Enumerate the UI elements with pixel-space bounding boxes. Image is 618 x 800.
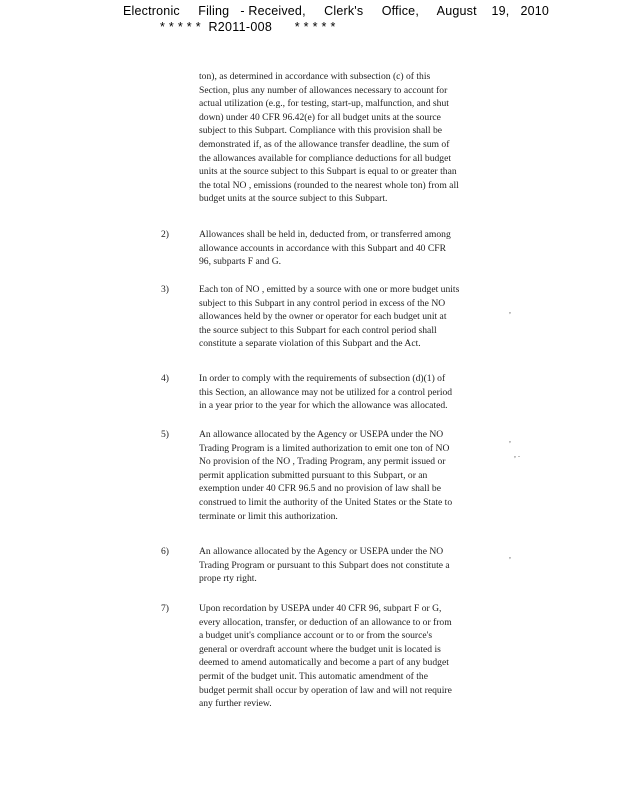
text-line: the total NO , emissions (rounded to the nearest whole ton) from all — [199, 179, 459, 191]
text-line: No provision of the NO , Trading Program, any permit issued or — [199, 456, 446, 468]
text-line: down) under 40 CFR 96.42(e) for all budget units at the source — [199, 111, 441, 123]
text-line: actual utilization (e.g., for testing, start-up, malfunction, and shut — [199, 98, 449, 110]
text-line: An allowance allocated by the Agency or USEPA under the NO — [199, 546, 444, 557]
text-line: Trading Program or pursuant to this Subpart does not constitute a — [199, 559, 450, 571]
text-line: construed to limit the authority of the United States or the State to — [199, 496, 453, 508]
text-line: terminate or limit this authorization. — [199, 510, 338, 522]
text-line: every allocation, transfer, or deduction of an allowance to or from — [199, 616, 452, 628]
text-line: general or overdraft account where the budget unit is located is — [199, 643, 441, 655]
text-line: 96, subparts F and G. — [199, 256, 282, 268]
text-line: in a year prior to the year for which the allowance was allocated. — [199, 400, 448, 412]
text-line: Upon recordation by USEPA under 40 CFR 96, subpart F or G, — [199, 603, 442, 614]
text-line: Trading Program is a limited authorization to emit one ton of NO — [199, 442, 450, 454]
text-line: Allowances shall be held in, deducted from, or transferred among — [199, 229, 451, 240]
text-line: exemption under 40 CFR 96.5 and no provision of law shall be — [199, 483, 441, 495]
text-line: permit of the budget unit. This automatic amendment of the — [199, 670, 428, 682]
item-number: 7) — [161, 603, 169, 614]
item-number: 6) — [161, 546, 169, 557]
item-text — [199, 545, 489, 586]
item-text — [199, 228, 489, 269]
item-number: 3) — [161, 284, 169, 295]
text-line: the source subject to this Subpart for each control period shall — [199, 324, 437, 336]
item-number: 4) — [161, 373, 169, 384]
text-line: An allowance allocated by the Agency or USEPA under the NO — [199, 429, 444, 440]
item-number: 2) — [161, 229, 169, 240]
item-text — [199, 602, 489, 711]
text-line: units at the source subject to this Subpart is equal to or greater than — [199, 166, 457, 178]
lead-paragraph — [199, 70, 489, 206]
text-line: budget units at the source subject to this Subpart. — [199, 193, 388, 205]
item-text — [199, 372, 489, 413]
text-line: subject to this Subpart. Compliance with this provision shall be — [199, 125, 443, 137]
item-text — [199, 283, 489, 351]
item-text — [199, 428, 489, 523]
text-line: deemed to amend automatically and become a part of any budget — [199, 657, 449, 669]
subscript-mark: , . — [514, 450, 520, 459]
text-line: ton), as determined in accordance with subsection (c) of this — [199, 71, 431, 82]
text-line: demonstrated if, as of the allowance transfer deadline, the sum of — [199, 138, 450, 150]
subscript-mark: , — [509, 435, 511, 444]
text-line: the allowances available for compliance deductions for all budget — [199, 152, 452, 164]
text-line: prope rty right. — [199, 573, 257, 585]
text-line: Section, plus any number of allowances necessary to account for — [199, 84, 448, 96]
text-line: Each ton of NO , emitted by a source with one or more budget units — [199, 284, 460, 295]
item-number: 5) — [161, 429, 169, 440]
text-line: this Section, an allowance may not be utilized for a control period — [199, 386, 453, 398]
subscript-mark: , — [509, 551, 511, 560]
text-line: a budget unit's compliance account or to or from the source's — [199, 630, 433, 642]
text-line: allowances held by the owner or operator for each budget unit at — [199, 311, 447, 323]
text-line: subject to this Subpart in any control period in excess of the NO — [199, 297, 446, 309]
text-line: In order to comply with the requirements of subsection (d)(1) of — [199, 373, 446, 384]
text-line: permit application submitted pursuant to this Subpart, or an — [199, 469, 428, 481]
text-line: allowance accounts in accordance with this Subpart and 40 CFR — [199, 242, 446, 254]
docket-number-line: * * * * * R2011-008 * * * * * — [160, 20, 336, 34]
filing-stamp-line: Electronic Filing - Received, Clerk's Office, August 19, 2010 — [123, 4, 550, 18]
text-line: budget permit shall occur by operation of law and will not require — [199, 684, 452, 696]
subscript-mark: , — [509, 306, 511, 315]
text-line: any further review. — [199, 698, 272, 710]
text-line: constitute a separate violation of this Subpart and the Act. — [199, 338, 421, 350]
